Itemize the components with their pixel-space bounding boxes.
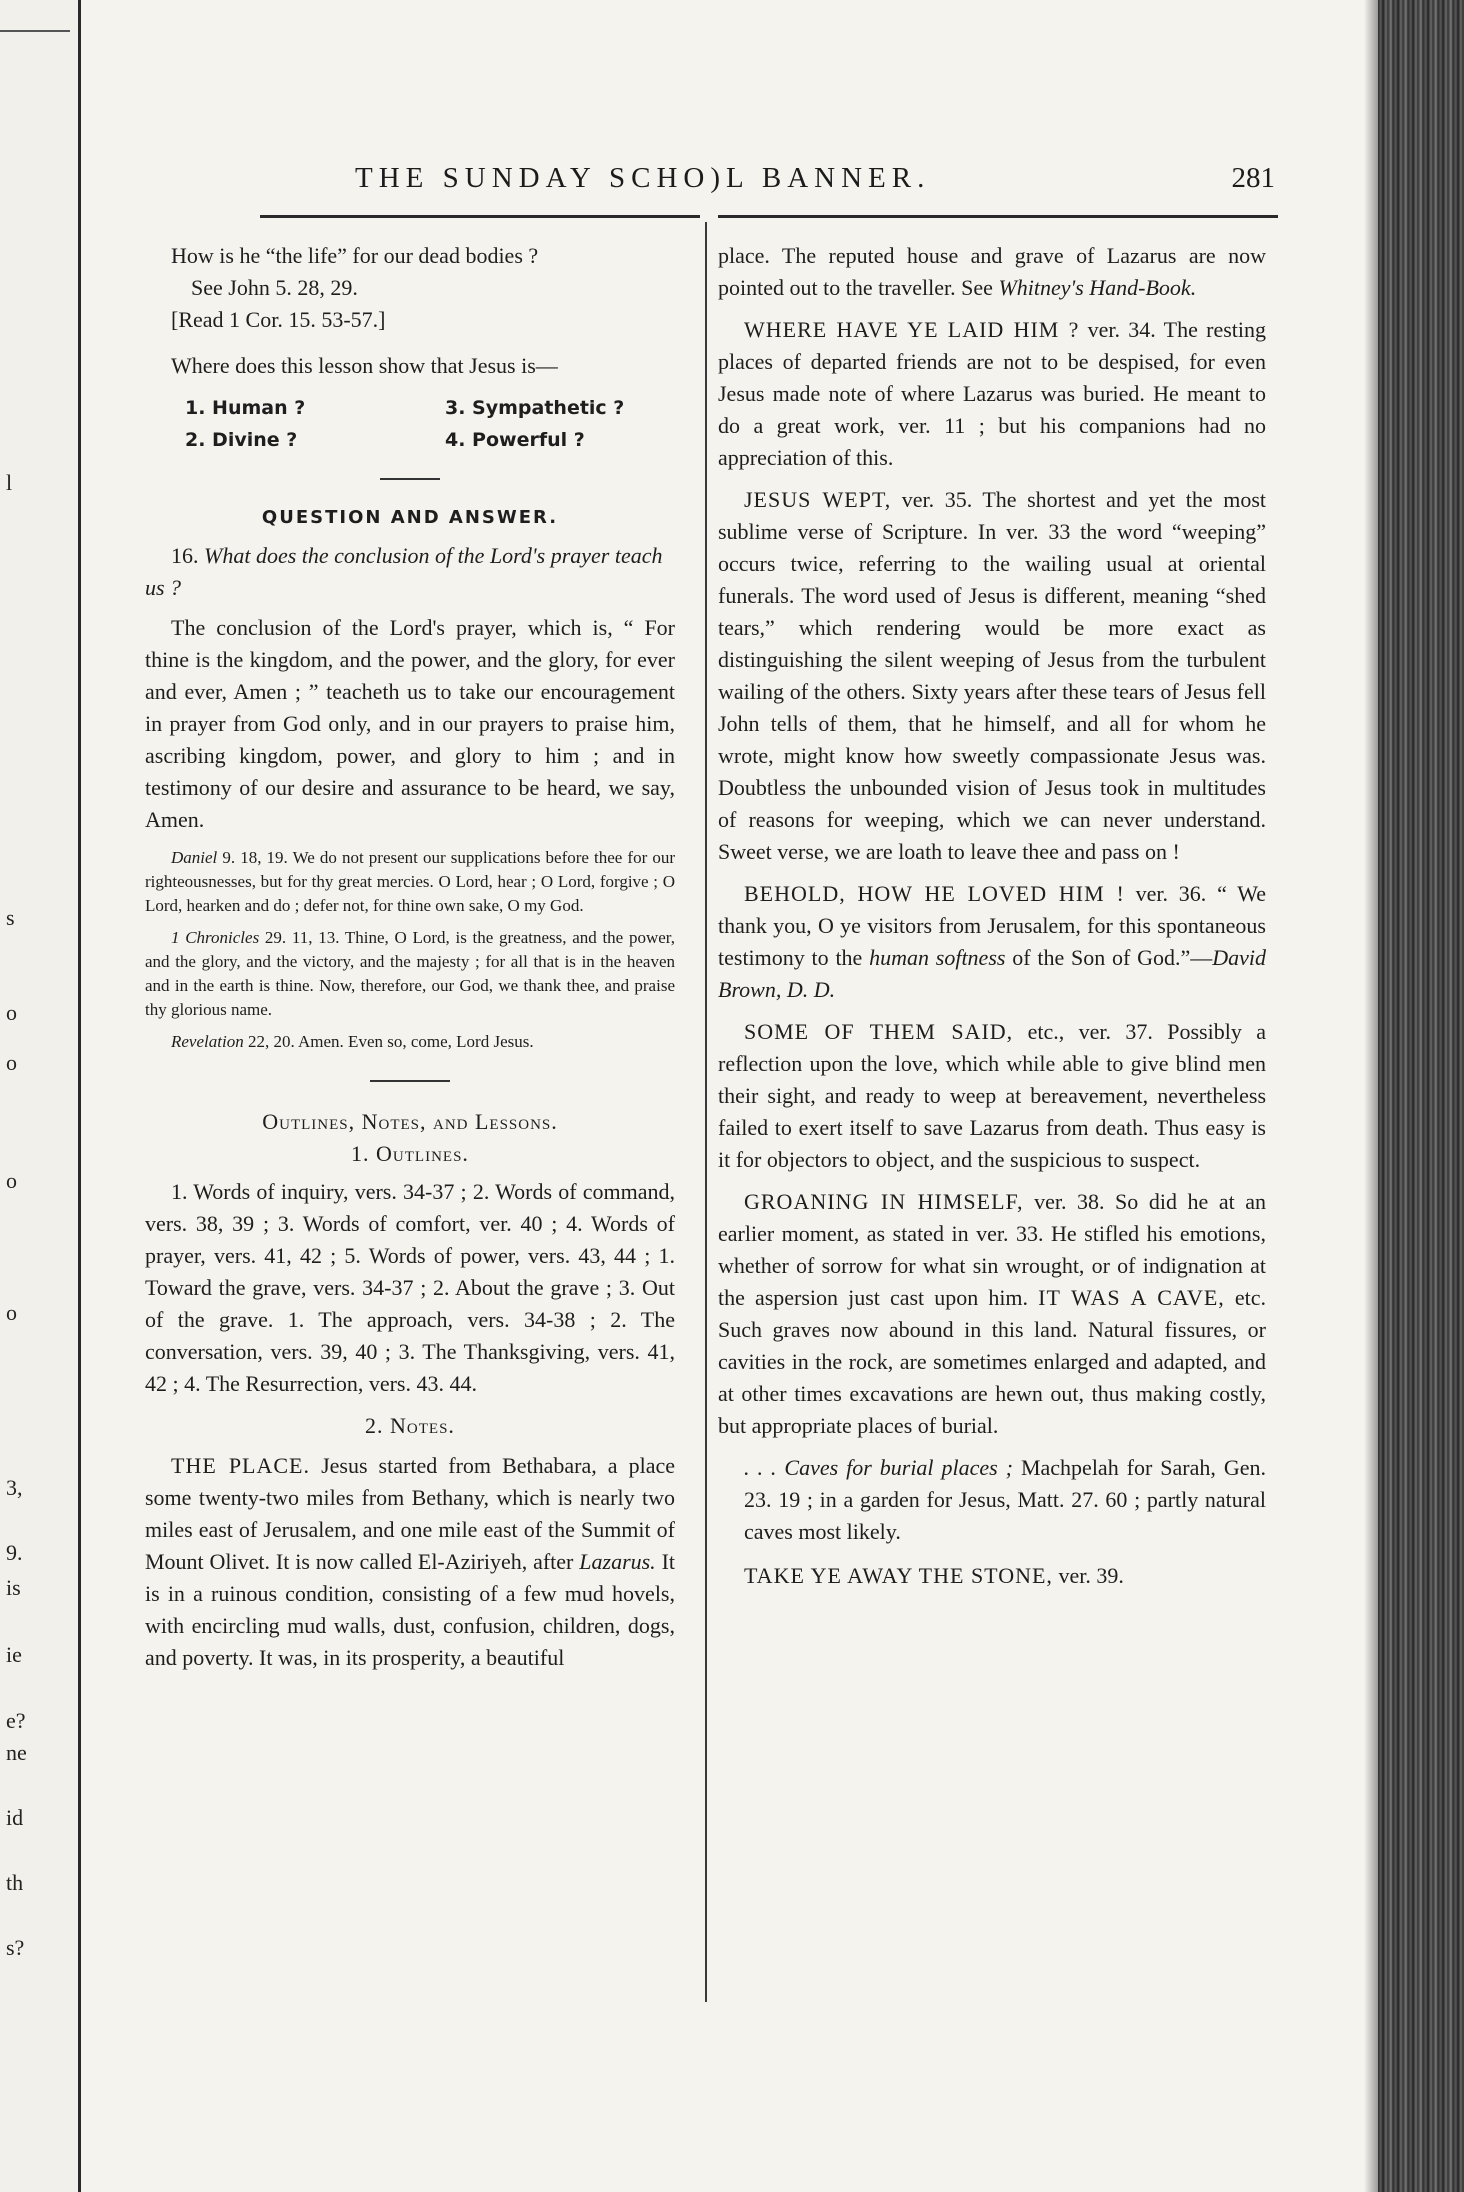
- adjacent-page-rule: [0, 30, 70, 32]
- ref-book: 1 Chronicles: [171, 928, 260, 947]
- margin-fragment: e?: [6, 1708, 26, 1733]
- margin-fragment: ne: [6, 1740, 27, 1765]
- note-lead: SOME OF THEM SAID,: [744, 1019, 1014, 1044]
- note-text: Jesus started from Bethabara, a place some twenty-two miles from Bethany, which is nearly two miles east of Jerusalem, and one mile east of the Summit of Mount Olivet. It is now called El-Aziriyeh, after: [145, 1453, 676, 1574]
- note-lead: THE PLACE.: [171, 1453, 310, 1478]
- note-lead: JESUS WEPT,: [744, 487, 892, 512]
- answer: The conclusion of the Lord's prayer, which is, “ For thine is the kingdom, and the power, and the glory, for ever and ever, Amen ; ” teacheth us to take our encouragement in prayer from God only, and in our prayers to praise him, ascribing kingdom, power, and glory to him ; and in testimony of our desire and assurance to be heard, we say, Amen.: [145, 615, 675, 832]
- quality-item: 3. Sympathetic ?: [445, 397, 625, 419]
- question: [145, 540, 675, 604]
- quality-item: 4. Powerful ?: [445, 429, 585, 451]
- note-attribution: David Brown, D. D.: [718, 945, 1267, 1002]
- text-run: place. The reputed house and grave of Lazarus are now pointed out to the traveller. See: [718, 243, 1266, 300]
- question-number: 16.: [171, 543, 199, 568]
- margin-fragment: o: [6, 1300, 17, 1325]
- book-page-edges: [1378, 0, 1464, 2192]
- note-text: It is in a ruinous condition, consisting of a few mud hovels, with encircling mud walls, dust, confusion, children, dogs, and poverty. It was, in its prosperity, a beautiful: [145, 1549, 676, 1670]
- caves-note: [718, 1452, 1266, 1548]
- scripture-ref: [145, 926, 675, 1022]
- running-head: [155, 158, 1275, 208]
- note-paragraph: [718, 314, 1266, 474]
- ref-text: Thine, O Lord, is the greatness, and the power, and the glory, and the victory, and the majesty ; for all that is in the heaven and in the earth is thine. Now, therefore, our God, we thank thee, and praise thy glorious name.: [145, 928, 675, 1019]
- note-text: ver. 36. “ We thank you, O ye visitors from Jerusalem, for this spontaneous testimony to the: [718, 881, 1267, 970]
- margin-fragment: o: [6, 1168, 17, 1193]
- continued-text: [718, 240, 1266, 304]
- note-text: of the Son of God.”—: [1012, 945, 1213, 970]
- note-text: etc., ver. 37. Possibly a reflection upon the love, which while able to give blind men their sight, and ready to weep at bereavement, nevertheless failed to exert itself to save Lazarus from death. Thus easy is it for objectors to object, and the suspicious to suspect.: [718, 1019, 1266, 1172]
- scripture-ref: [145, 846, 675, 918]
- note-paragraph: [718, 1560, 1266, 1592]
- note-lead: TAKE YE AWAY THE STONE,: [744, 1563, 1053, 1588]
- question-text: What does the conclusion of the Lord's prayer teach us ?: [145, 543, 663, 600]
- notes-subheading: 2. Notes.: [365, 1413, 455, 1438]
- note-text: ver. 34. The resting places of departed friends are not to be despised, for even Jesus made note of where Lazarus was buried. He meant to do a great work, ver. 11 ; but his companions had no appreciation of this.: [718, 317, 1267, 470]
- header-rule-left: [260, 215, 700, 218]
- ref-verse: 29. 11, 13.: [264, 928, 340, 947]
- header-rule-right: [718, 215, 1278, 218]
- intro-line: [Read 1 Cor. 15. 53-57.]: [171, 307, 386, 332]
- note-italic: Lazarus.: [579, 1549, 656, 1574]
- page-number: 281: [1231, 162, 1275, 194]
- margin-fragment: o: [6, 1000, 17, 1025]
- margin-fragment: l: [6, 470, 13, 495]
- note-paragraph: [718, 484, 1266, 868]
- margin-fragment: is: [6, 1575, 21, 1600]
- scripture-ref: [145, 1030, 675, 1054]
- ref-verse: 9. 18, 19.: [222, 848, 288, 867]
- outlines-text: 1. Words of inquiry, vers. 34-37 ; 2. Words of command, vers. 38, 39 ; 3. Words of comfort, ver. 40 ; 4. Words of prayer, vers. 41, 42 ; 5. Words of power, vers. 43, 44 ; 1. Toward the grave, vers. 34-37 ; 2. About the grave ; 3. Out of the grave. 1. The approach, vers. 34-38 ; 2. The conversation, vers. 39, 40 ; 3. The Thanksgiving, vers. 41, 42 ; 4. The Resurrection, vers. 43. 44.: [145, 1179, 675, 1396]
- page-title: THE SUNDAY SCHO)L BANNER.: [355, 162, 931, 194]
- right-column: [718, 240, 1266, 1592]
- note-text: ver. 38. So did he at an earlier moment, as stated in ver. 33. He stifled his emotions, whether of sorrow for what sin wrought, or of indignation at the aspersion just cast upon him.: [718, 1189, 1267, 1310]
- note-lead: WHERE HAVE YE LAID HIM ?: [744, 317, 1080, 342]
- margin-fragment: id: [6, 1805, 24, 1830]
- margin-fragment: 9.: [6, 1540, 23, 1565]
- outlines-subheading: 1. Outlines.: [351, 1141, 469, 1166]
- place-note: [145, 1450, 675, 1674]
- outlines-heading: Outlines, Notes, and Lessons.: [262, 1109, 558, 1134]
- qa-heading: QUESTION AND ANSWER.: [261, 507, 559, 528]
- note-lead: IT WAS A CAVE,: [1038, 1285, 1225, 1310]
- margin-fragment: 3,: [6, 1475, 23, 1500]
- ref-verse: 22, 20.: [247, 1032, 295, 1051]
- left-column: [145, 240, 675, 1674]
- quality-item: 2. Divine ?: [185, 429, 298, 451]
- note-paragraph: [718, 1016, 1266, 1176]
- section-rule: [380, 478, 440, 480]
- note-lead: GROANING IN HIMSELF,: [744, 1189, 1024, 1214]
- note-italic: human softness: [869, 945, 1006, 970]
- margin-fragment: th: [6, 1870, 24, 1895]
- page: [100, 0, 1360, 2192]
- ref-book: Revelation: [171, 1032, 244, 1051]
- adjacent-page-edge: [0, 0, 81, 2192]
- book-reference: Whitney's Hand-Book.: [998, 275, 1197, 300]
- margin-fragment: ie: [6, 1642, 22, 1667]
- ref-book: Daniel: [171, 848, 218, 867]
- qualities-list: [145, 392, 675, 456]
- margin-fragment: o: [6, 1050, 17, 1075]
- note-text: Machpelah for Sarah, Gen. 23. 19 ; in a garden for Jesus, Matt. 27. 60 ; partly natural caves most likely.: [744, 1455, 1266, 1544]
- intro-line: See John 5. 28, 29.: [191, 275, 358, 300]
- where-prompt: Where does this lesson show that Jesus is—: [171, 353, 558, 378]
- ref-text: We do not present our supplications before thee for our righteousnesses, but for thy great mercies. O Lord, hear ; O Lord, forgive ; O Lord, hearken and do ; defer not, for thine own sake, O my God.: [145, 848, 676, 915]
- margin-fragment: s: [6, 905, 15, 930]
- intro-line: How is he “the life” for our dead bodies ?: [171, 243, 539, 268]
- margin-fragment: s?: [6, 1935, 25, 1960]
- note-text: ver. 35. The shortest and yet the most sublime verse of Scripture. In ver. 33 the word “weeping” occurs twice, referring to the wailing usual at oriental funerals. The word used of Jesus is different, meaning “shed tears,” which rendering would be more exact as distinguishing the silent weeping of Jesus from the turbulent wailing of the others. Sixty years after these tears of Jesus fell John tells of them, that he himself, and all for whom he wrote, might know how sweetly compassionate Jesus was. Doubtless the unbounded vision of Jesus took in multitudes of reasons for weeping, which we can never understand. Sweet verse, we are loath to leave thee and pass on !: [718, 487, 1266, 864]
- note-text: ver. 39.: [1058, 1563, 1124, 1588]
- column-divider: [705, 222, 707, 2002]
- note-lead: BEHOLD, HOW HE LOVED HIM !: [744, 881, 1125, 906]
- ref-text: Amen. Even so, come, Lord Jesus.: [298, 1032, 534, 1051]
- quality-item: 1. Human ?: [185, 397, 306, 419]
- note-italic: . . . Caves for burial places ;: [744, 1455, 1013, 1480]
- section-rule: [370, 1080, 450, 1082]
- note-text: etc. Such graves now abound in this land. Natural fissures, or cavities in the rock, are sometimes enlarged and adapted, and at other times excavations are hewn out, thus making costly, but appropriate places of burial.: [718, 1285, 1267, 1438]
- note-paragraph: [718, 1186, 1266, 1442]
- note-paragraph: [718, 878, 1266, 1006]
